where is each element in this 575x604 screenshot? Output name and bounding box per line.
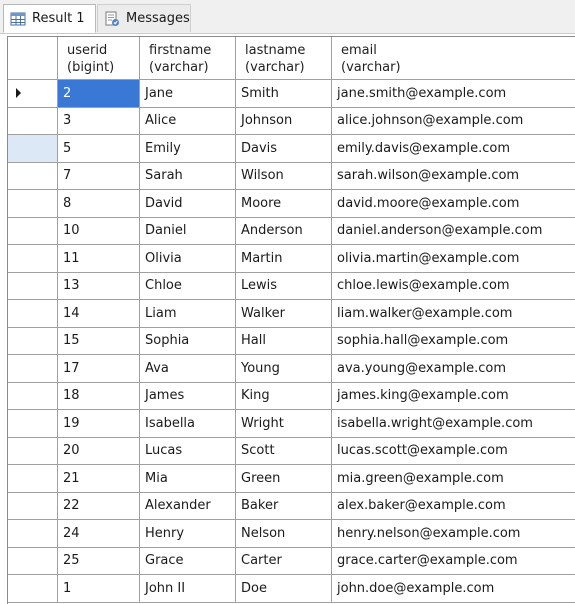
cell-email[interactable]: grace.carter@example.com: [332, 548, 575, 576]
table-row[interactable]: [8, 163, 575, 191]
cell-email[interactable]: jane.smith@example.com: [332, 80, 575, 108]
row-selector[interactable]: [8, 163, 58, 191]
row-selector[interactable]: [8, 383, 58, 411]
cell-userid[interactable]: 25: [58, 548, 140, 576]
cell-firstname[interactable]: Lucas: [140, 438, 236, 466]
cell-userid[interactable]: 10: [58, 218, 140, 246]
cell-email[interactable]: alex.baker@example.com: [332, 493, 575, 521]
cell-firstname[interactable]: Henry: [140, 520, 236, 548]
row-selector[interactable]: [8, 493, 58, 521]
cell-userid[interactable]: 20: [58, 438, 140, 466]
cell-email[interactable]: liam.walker@example.com: [332, 300, 575, 328]
column-type: (varchar): [149, 60, 209, 75]
row-selector[interactable]: [8, 520, 58, 548]
table-row[interactable]: [8, 218, 575, 246]
cell-lastname[interactable]: Green: [236, 465, 332, 493]
table-row[interactable]: [8, 548, 575, 576]
cell-userid[interactable]: 22: [58, 493, 140, 521]
row-selector[interactable]: [8, 465, 58, 493]
cell-email[interactable]: david.moore@example.com: [332, 190, 575, 218]
row-selector[interactable]: [8, 108, 58, 136]
cell-email[interactable]: james.king@example.com: [332, 383, 575, 411]
column-header-firstname[interactable]: [140, 37, 236, 80]
cell-email[interactable]: daniel.anderson@example.com: [332, 218, 575, 246]
cell-email[interactable]: ava.young@example.com: [332, 355, 575, 383]
cell-userid[interactable]: 21: [58, 465, 140, 493]
cell-lastname[interactable]: Wright: [236, 410, 332, 438]
cell-userid[interactable]: 24: [58, 520, 140, 548]
row-selector[interactable]: [8, 135, 58, 163]
row-selector[interactable]: [8, 355, 58, 383]
cell-lastname[interactable]: Martin: [236, 245, 332, 273]
cell-firstname[interactable]: David: [140, 190, 236, 218]
cell-lastname[interactable]: Walker: [236, 300, 332, 328]
table-row[interactable]: [8, 493, 575, 521]
cell-email[interactable]: henry.nelson@example.com: [332, 520, 575, 548]
column-type: (varchar): [341, 60, 401, 75]
table-row[interactable]: [8, 328, 575, 356]
results-tab-bar: [0, 0, 575, 34]
tab-messages[interactable]: [97, 4, 191, 32]
column-header-lastname[interactable]: [236, 37, 332, 80]
table-row[interactable]: [8, 245, 575, 273]
tab-label: Result 1: [32, 11, 85, 26]
cell-firstname[interactable]: Daniel: [140, 218, 236, 246]
current-row-arrow-icon: [16, 88, 21, 98]
column-header-email[interactable]: [332, 37, 575, 80]
cell-userid[interactable]: 2: [58, 80, 140, 108]
column-type: (bigint): [67, 60, 115, 75]
tab-label: Messages: [126, 11, 190, 26]
cell-lastname[interactable]: Davis: [236, 135, 332, 163]
cell-userid[interactable]: 18: [58, 383, 140, 411]
table-row[interactable]: [8, 383, 575, 411]
table-row[interactable]: [8, 575, 575, 603]
cell-lastname[interactable]: Hall: [236, 328, 332, 356]
tab-result-1[interactable]: [3, 4, 96, 33]
table-row[interactable]: [8, 300, 575, 328]
cell-firstname[interactable]: Sarah: [140, 163, 236, 191]
cell-firstname[interactable]: Isabella: [140, 410, 236, 438]
cell-firstname[interactable]: Ava: [140, 355, 236, 383]
row-selector[interactable]: [8, 190, 58, 218]
cell-lastname[interactable]: Scott: [236, 438, 332, 466]
row-selector[interactable]: [8, 548, 58, 576]
cell-firstname[interactable]: Grace: [140, 548, 236, 576]
table-row[interactable]: [8, 520, 575, 548]
results-grid[interactable]: [7, 36, 575, 604]
cell-firstname[interactable]: Jane: [140, 80, 236, 108]
cell-firstname[interactable]: Sophia: [140, 328, 236, 356]
cell-firstname[interactable]: Alice: [140, 108, 236, 136]
table-row[interactable]: [8, 410, 575, 438]
table-row[interactable]: [8, 465, 575, 493]
cell-email[interactable]: emily.davis@example.com: [332, 135, 575, 163]
cell-email[interactable]: mia.green@example.com: [332, 465, 575, 493]
row-selector[interactable]: [8, 80, 58, 108]
cell-userid[interactable]: 13: [58, 273, 140, 301]
header-selector-cell[interactable]: [8, 37, 58, 80]
cell-firstname[interactable]: Emily: [140, 135, 236, 163]
cell-lastname[interactable]: Nelson: [236, 520, 332, 548]
cell-email[interactable]: chloe.lewis@example.com: [332, 273, 575, 301]
column-name: firstname: [149, 43, 212, 58]
cell-userid[interactable]: 17: [58, 355, 140, 383]
cell-lastname[interactable]: Carter: [236, 548, 332, 576]
table-row[interactable]: [8, 135, 575, 163]
cell-lastname[interactable]: Anderson: [236, 218, 332, 246]
cell-lastname[interactable]: Young: [236, 355, 332, 383]
cell-userid[interactable]: 15: [58, 328, 140, 356]
grid-icon: [10, 11, 26, 27]
row-selector[interactable]: [8, 273, 58, 301]
table-row[interactable]: [8, 108, 575, 136]
cell-userid[interactable]: 5: [58, 135, 140, 163]
table-row[interactable]: [8, 273, 575, 301]
cell-firstname[interactable]: Mia: [140, 465, 236, 493]
cell-email[interactable]: lucas.scott@example.com: [332, 438, 575, 466]
cell-lastname[interactable]: Baker: [236, 493, 332, 521]
cell-firstname[interactable]: Liam: [140, 300, 236, 328]
table-row[interactable]: [8, 355, 575, 383]
cell-firstname[interactable]: Alexander: [140, 493, 236, 521]
row-selector[interactable]: [8, 575, 58, 603]
cell-lastname[interactable]: Smith: [236, 80, 332, 108]
cell-lastname[interactable]: Johnson: [236, 108, 332, 136]
column-type: (varchar): [245, 60, 305, 75]
row-selector[interactable]: [8, 218, 58, 246]
column-name: userid: [67, 43, 108, 58]
cell-firstname[interactable]: Chloe: [140, 273, 236, 301]
cell-userid[interactable]: 7: [58, 163, 140, 191]
column-header-userid[interactable]: [58, 37, 140, 80]
cell-userid[interactable]: 11: [58, 245, 140, 273]
cell-userid[interactable]: 19: [58, 410, 140, 438]
column-name: email: [341, 43, 377, 58]
cell-lastname[interactable]: Wilson: [236, 163, 332, 191]
cell-userid[interactable]: 8: [58, 190, 140, 218]
cell-email[interactable]: sarah.wilson@example.com: [332, 163, 575, 191]
table-row[interactable]: [8, 80, 575, 108]
cell-firstname[interactable]: John II: [140, 575, 236, 603]
cell-firstname[interactable]: James: [140, 383, 236, 411]
cell-lastname[interactable]: Lewis: [236, 273, 332, 301]
messages-icon: [104, 11, 120, 27]
row-selector[interactable]: [8, 328, 58, 356]
cell-userid[interactable]: 3: [58, 108, 140, 136]
cell-email[interactable]: john.doe@example.com: [332, 575, 575, 603]
cell-lastname[interactable]: Moore: [236, 190, 332, 218]
table-row[interactable]: [8, 190, 575, 218]
cell-email[interactable]: sophia.hall@example.com: [332, 328, 575, 356]
row-selector[interactable]: [8, 410, 58, 438]
cell-email[interactable]: olivia.martin@example.com: [332, 245, 575, 273]
grid-header-row: [8, 37, 575, 80]
row-selector[interactable]: [8, 438, 58, 466]
cell-userid[interactable]: 14: [58, 300, 140, 328]
cell-email[interactable]: alice.johnson@example.com: [332, 108, 575, 136]
cell-lastname[interactable]: Doe: [236, 575, 332, 603]
table-row[interactable]: [8, 438, 575, 466]
row-selector[interactable]: [8, 245, 58, 273]
cell-lastname[interactable]: King: [236, 383, 332, 411]
row-selector[interactable]: [8, 300, 58, 328]
column-name: lastname: [245, 43, 306, 58]
cell-email[interactable]: isabella.wright@example.com: [332, 410, 575, 438]
cell-firstname[interactable]: Olivia: [140, 245, 236, 273]
cell-userid[interactable]: 1: [58, 575, 140, 603]
